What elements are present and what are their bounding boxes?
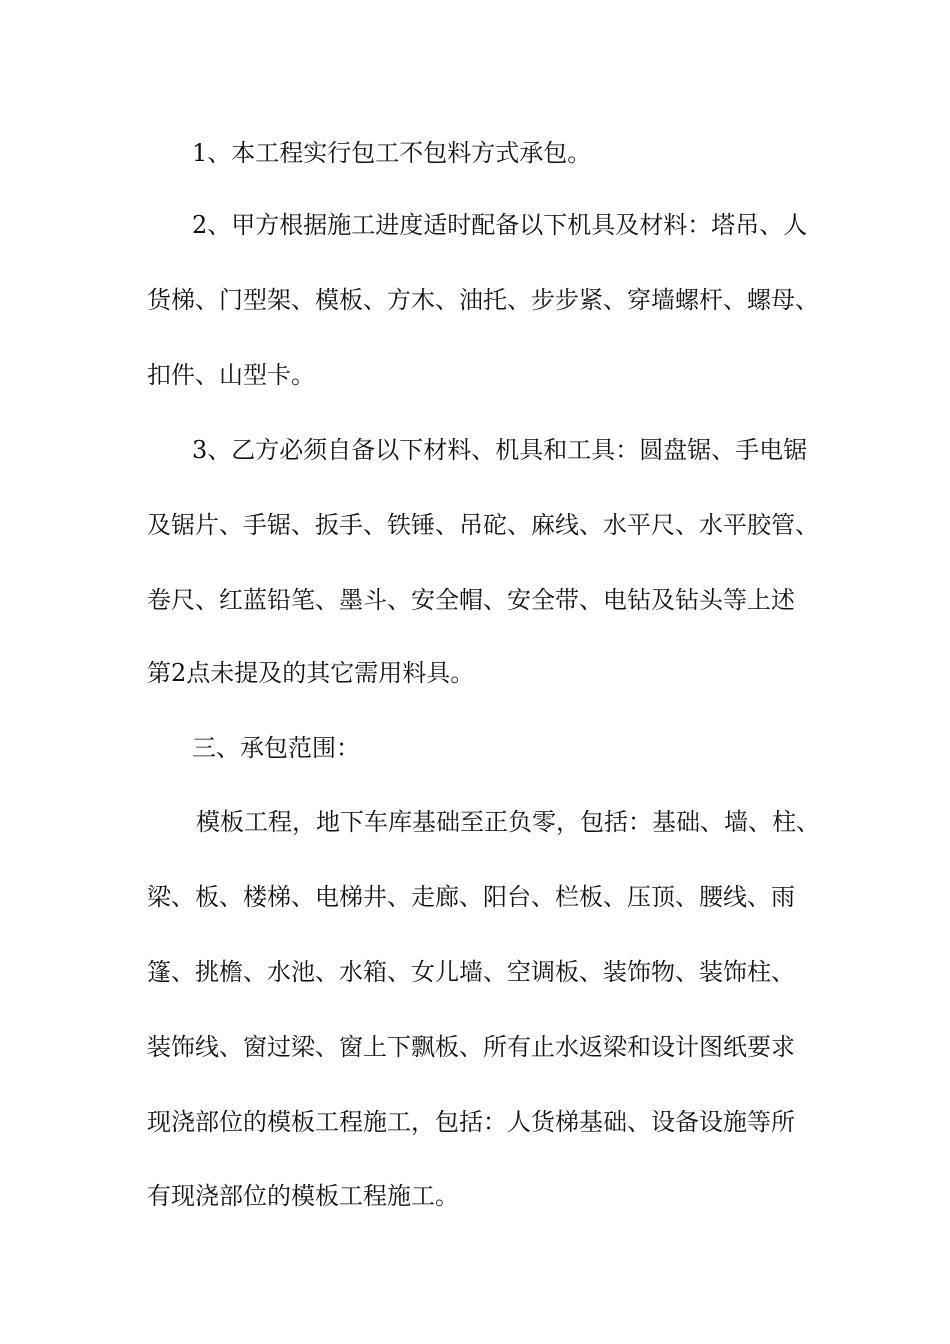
paragraph-2-line-1: 2、甲方根据施工进度适时配备以下机具及材料：塔吊、人 <box>192 211 808 239</box>
paragraph-3-line-2: 及锯片、手锯、扳手、铁锤、吊砣、麻线、水平尺、水平胶管、 <box>147 511 819 539</box>
paragraph-4-line-6: 有现浇部位的模板工程施工。 <box>147 1182 459 1210</box>
paragraph-4-line-4: 装饰线、窗过梁、窗上下飘板、所有止水返梁和设计图纸要求 <box>147 1033 795 1061</box>
paragraph-3-line-3: 卷尺、红蓝铅笔、墨斗、安全帽、安全带、电钻及钻头等上述 <box>147 586 795 614</box>
paragraph-4-line-2: 梁、板、楼梯、电梯井、走廊、阳台、栏板、压顶、腰线、雨 <box>147 883 795 911</box>
paragraph-1-line-1: 1、本工程实行包工不包料方式承包。 <box>192 139 592 167</box>
paragraph-2-line-3: 扣件、山型卡。 <box>147 361 315 389</box>
paragraph-3-line-1: 3、乙方必须自备以下材料、机具和工具：圆盘锯、手电锯 <box>192 436 808 464</box>
paragraph-4-line-3: 篷、挑檐、水池、水箱、女儿墙、空调板、装饰物、装饰柱、 <box>147 958 795 986</box>
paragraph-3-line-4: 第2点未提及的其它需用料具。 <box>147 659 475 687</box>
paragraph-4-line-5: 现浇部位的模板工程施工，包括：人货梯基础、设备设施等所 <box>147 1108 795 1136</box>
section-heading: 三、承包范围： <box>192 734 360 762</box>
paragraph-4-line-1: 模板工程，地下车库基础至正负零，包括：基础、墙、柱、 <box>196 808 820 836</box>
paragraph-2-line-2: 货梯、门型架、模板、方木、油托、步步紧、穿墙螺杆、螺母、 <box>147 286 819 314</box>
